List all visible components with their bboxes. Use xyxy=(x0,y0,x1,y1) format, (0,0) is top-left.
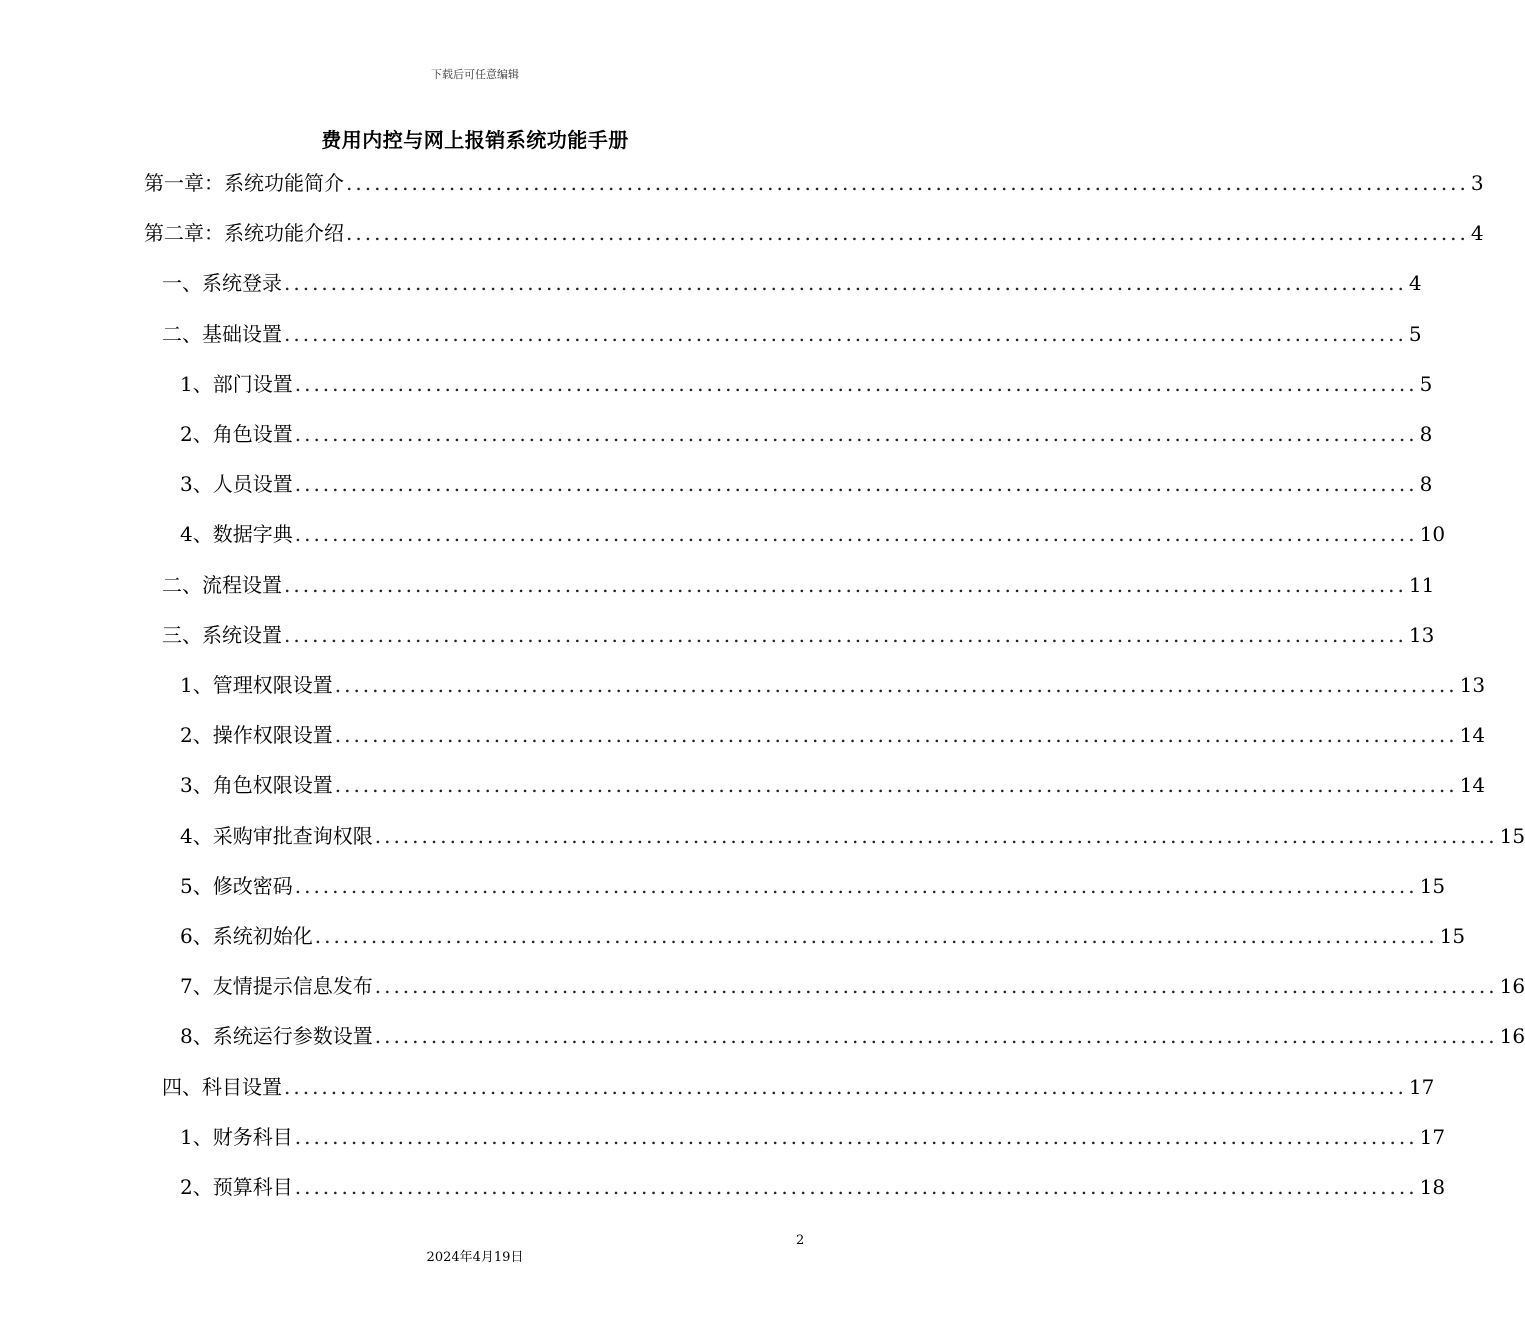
toc-entry-number: 3、 xyxy=(180,472,213,497)
toc-entry[interactable] xyxy=(144,213,1484,247)
toc-entry[interactable] xyxy=(162,314,1422,348)
toc-dot-leader: ........................................................................................................................ xyxy=(346,171,1469,195)
toc-entry-title: 操作权限设置 xyxy=(212,723,333,748)
document-title: 费用内控与网上报销系统功能手册 xyxy=(321,128,629,152)
toc-entry[interactable] xyxy=(180,514,1446,548)
toc-entry-number: 2、 xyxy=(180,1175,213,1199)
toc-entry-title: 科目设置 xyxy=(202,1074,282,1099)
toc-entry-number: 1、 xyxy=(180,371,213,396)
toc-entry-page: 18 xyxy=(1419,1175,1446,1199)
toc-dot-leader: ........................................................................................................................ xyxy=(294,472,1418,497)
toc-dot-leader: ........................................................................................................................ xyxy=(374,974,1498,999)
toc-entry-page: 13 xyxy=(1408,622,1435,647)
toc-entry-page: 17 xyxy=(1408,1074,1435,1099)
toc-entry-title: 数据字典 xyxy=(212,522,293,547)
toc-dot-leader: ........................................................................................................................ xyxy=(294,522,1418,547)
toc-dot-leader: ........................................................................................................................ xyxy=(284,1074,1407,1099)
footer-date: 2024年4月19日 xyxy=(426,1250,524,1265)
toc-entry-number: 1、 xyxy=(180,673,213,697)
toc-entry[interactable] xyxy=(162,565,1435,599)
toc-entry-page: 16 xyxy=(1499,1024,1525,1049)
toc-entry[interactable] xyxy=(162,615,1435,649)
toc-entry-page: 17 xyxy=(1419,1124,1446,1149)
toc-dot-leader: ........................................................................................................................ xyxy=(294,1175,1418,1199)
toc-entry[interactable] xyxy=(180,916,1466,950)
toc-entry-page: 11 xyxy=(1408,572,1435,597)
toc-entry-title: 基础设置 xyxy=(202,321,282,346)
toc-entry[interactable] xyxy=(180,414,1433,448)
toc-entry-number: 二、 xyxy=(162,321,202,346)
toc-entry-title: 第一章：系统功能简介 xyxy=(144,171,344,195)
toc-dot-leader: ........................................................................................................................ xyxy=(294,873,1418,898)
toc-entry-title: 系统登录 xyxy=(202,271,282,296)
toc-entry[interactable] xyxy=(180,765,1486,799)
toc-entry[interactable] xyxy=(162,263,1422,297)
toc-dot-leader: ........................................................................................................................ xyxy=(294,422,1418,446)
toc-entry-page: 8 xyxy=(1419,422,1433,446)
toc-entry[interactable] xyxy=(180,816,1525,850)
toc-entry-title: 流程设置 xyxy=(202,572,282,597)
toc-entry-title: 系统初始化 xyxy=(212,924,313,948)
toc-entry-number: 2、 xyxy=(180,422,213,446)
toc-entry-title: 修改密码 xyxy=(212,873,293,898)
toc-entry[interactable] xyxy=(180,665,1486,699)
toc-dot-leader: ........................................................................................................................ xyxy=(334,773,1458,798)
toc-dot-leader: ........................................................................................................................ xyxy=(294,371,1418,396)
toc-entry[interactable] xyxy=(162,1067,1435,1101)
toc-entry-number: 3、 xyxy=(180,773,213,798)
toc-entry-title: 采购审批查询权限 xyxy=(212,823,373,848)
toc-entry[interactable] xyxy=(180,966,1525,1000)
toc-dot-leader: ........................................................................................................................ xyxy=(284,572,1407,597)
toc-entry[interactable] xyxy=(180,715,1486,749)
toc-entry-number: 6、 xyxy=(180,924,213,948)
toc-entry-page: 15 xyxy=(1439,924,1466,948)
toc-entry-title: 第二章：系统功能介绍 xyxy=(144,221,344,246)
toc-entry-number: 4、 xyxy=(180,823,213,848)
toc-entry[interactable] xyxy=(180,1167,1446,1201)
toc-entry-number: 2、 xyxy=(180,723,213,748)
toc-entry-number: 7、 xyxy=(180,974,213,999)
page-number: 2 xyxy=(796,1233,805,1248)
toc-dot-leader: ........................................................................................................................ xyxy=(294,1124,1418,1149)
toc-entry-title: 系统运行参数设置 xyxy=(212,1024,373,1049)
toc-entry-page: 15 xyxy=(1499,823,1525,848)
toc-entry-title: 部门设置 xyxy=(212,371,293,396)
toc-entry-page: 5 xyxy=(1419,371,1433,396)
toc-entry[interactable] xyxy=(180,1016,1525,1050)
toc-entry-title: 角色权限设置 xyxy=(212,773,333,798)
toc-entry-page: 8 xyxy=(1419,472,1433,497)
toc-entry-title: 预算科目 xyxy=(212,1175,293,1199)
toc-dot-leader: ........................................................................................................................ xyxy=(284,321,1407,346)
toc-entry-page: 3 xyxy=(1470,171,1484,195)
toc-entry-page: 15 xyxy=(1419,873,1446,898)
toc-dot-leader: ........................................................................................................................ xyxy=(334,723,1458,748)
toc-entry-page: 5 xyxy=(1408,321,1422,346)
toc-dot-leader: ........................................................................................................................ xyxy=(334,673,1458,697)
header-note: 下载后可任意编辑 xyxy=(431,68,519,81)
toc-entry-number: 二、 xyxy=(162,572,202,597)
toc-entry-number: 5、 xyxy=(180,873,213,898)
toc-dot-leader: ........................................................................................................................ xyxy=(374,1024,1498,1049)
toc-dot-leader: ........................................................................................................................ xyxy=(374,823,1498,848)
toc-dot-leader: ........................................................................................................................ xyxy=(314,924,1438,948)
toc-entry-title: 管理权限设置 xyxy=(212,673,333,697)
toc-entry-number: 4、 xyxy=(180,522,213,547)
toc-entry[interactable] xyxy=(180,866,1446,900)
toc-dot-leader: ........................................................................................................................ xyxy=(346,221,1469,246)
toc-entry[interactable] xyxy=(180,364,1433,398)
toc-entry-title: 财务科目 xyxy=(212,1124,293,1149)
toc-entry-title: 系统设置 xyxy=(202,622,282,647)
toc-entry-page: 14 xyxy=(1459,723,1486,748)
toc-entry-number: 四、 xyxy=(162,1074,202,1099)
toc-dot-leader: ........................................................................................................................ xyxy=(284,622,1407,647)
toc-entry[interactable] xyxy=(180,464,1433,498)
toc-entry-title: 角色设置 xyxy=(212,422,293,446)
toc-entry-title: 人员设置 xyxy=(212,472,293,497)
toc-entry[interactable] xyxy=(180,1117,1446,1151)
toc-entry-page: 14 xyxy=(1459,773,1486,798)
toc-entry-number: 8、 xyxy=(180,1024,213,1049)
toc-entry-page: 16 xyxy=(1499,974,1525,999)
toc-entry-title: 友情提示信息发布 xyxy=(212,974,373,999)
toc-entry[interactable] xyxy=(144,163,1484,197)
toc-entry-number: 1、 xyxy=(180,1124,213,1149)
toc-entry-page: 13 xyxy=(1459,673,1486,697)
toc-entry-page: 4 xyxy=(1470,221,1484,246)
toc-entry-number: 一、 xyxy=(162,271,202,296)
toc-entry-page: 10 xyxy=(1419,522,1446,547)
toc-entry-page: 4 xyxy=(1408,271,1422,296)
toc-entry-number: 三、 xyxy=(162,622,202,647)
toc-dot-leader: ........................................................................................................................ xyxy=(284,271,1407,296)
